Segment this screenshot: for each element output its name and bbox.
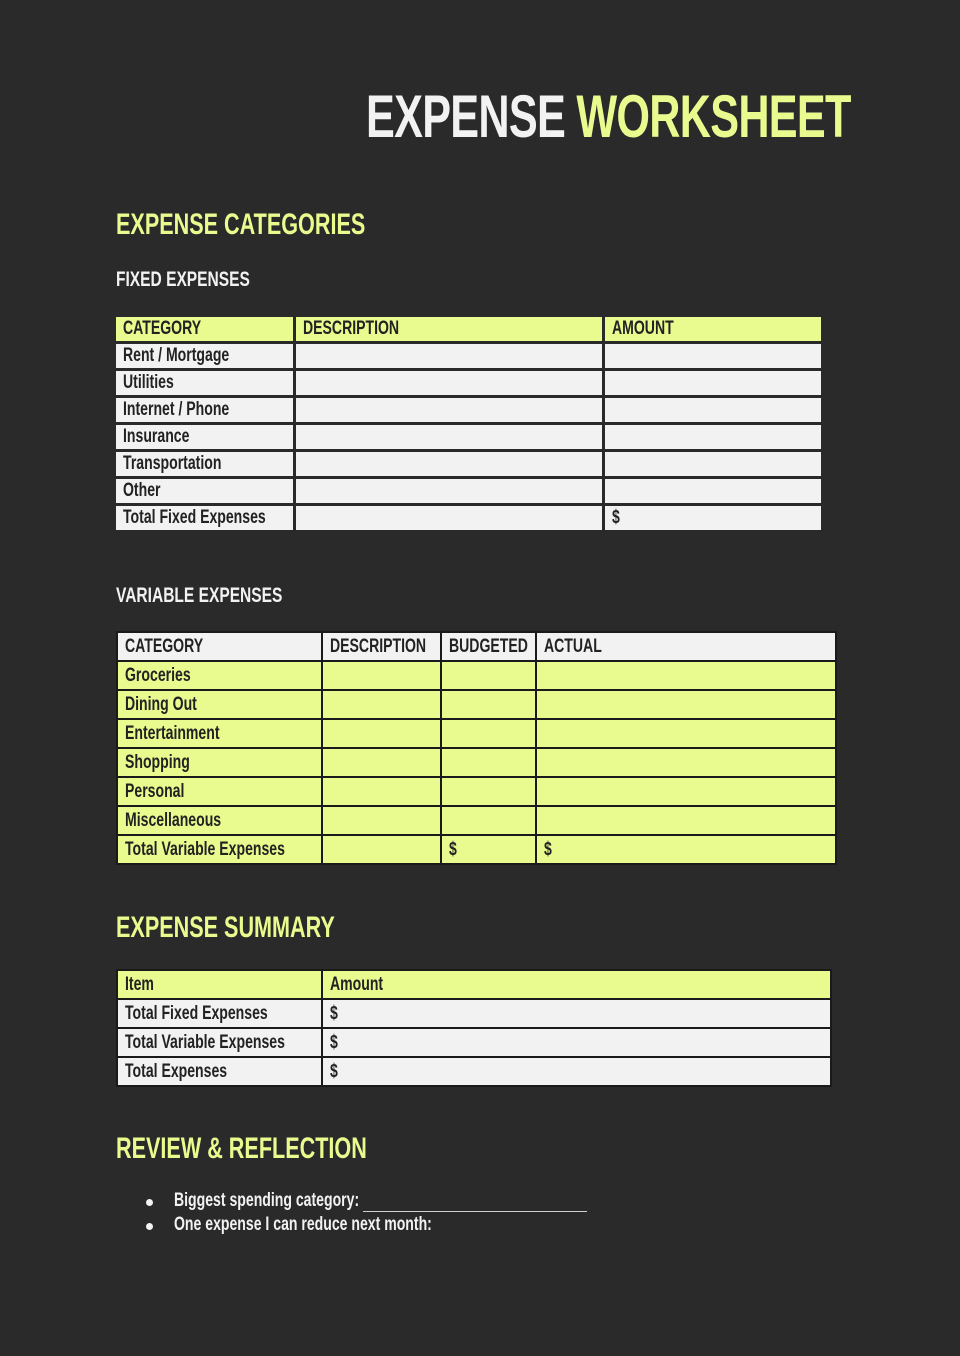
actual-cell[interactable] (536, 661, 836, 690)
row-label-text: Transportation (123, 453, 222, 474)
amount-cell[interactable] (605, 479, 821, 503)
row-label-text: Utilities (123, 372, 174, 393)
expense-categories-heading: EXPENSE CATEGORIES (116, 208, 366, 241)
column-header-text: Item (125, 973, 154, 995)
column-header-text: AMOUNT (612, 318, 674, 339)
row-label (117, 777, 322, 806)
amount-cell[interactable] (605, 506, 821, 530)
description-cell[interactable] (322, 719, 441, 748)
row-label-text: Miscellaneous (125, 809, 222, 831)
row-label (117, 806, 322, 835)
row-label (116, 452, 293, 476)
table-row (117, 1028, 831, 1057)
description-cell[interactable] (296, 479, 602, 503)
table-row (117, 835, 836, 864)
row-label-text: Rent / Mortgage (123, 345, 230, 366)
amount-cell[interactable] (605, 344, 821, 368)
row-label-text: Total Fixed Expenses (123, 507, 266, 528)
row-label (116, 506, 293, 530)
column-header-text: ACTUAL (544, 635, 602, 657)
row-label (117, 719, 322, 748)
description-cell[interactable] (296, 506, 602, 530)
table-header-row (117, 970, 831, 999)
table-row (117, 748, 836, 777)
column-header-text: BUDGETED (449, 635, 528, 657)
amount-cell-text: $ (330, 1002, 338, 1024)
actual-cell[interactable] (536, 719, 836, 748)
column-header-text: CATEGORY (125, 635, 204, 657)
bullet-icon (146, 1199, 153, 1206)
actual-cell[interactable] (536, 777, 836, 806)
amount-cell[interactable] (605, 452, 821, 476)
row-label-text: Total Variable Expenses (125, 1031, 285, 1053)
budgeted-cell[interactable] (441, 661, 536, 690)
review-list (116, 1190, 587, 1238)
column-header (116, 317, 293, 341)
budgeted-cell[interactable] (441, 719, 536, 748)
actual-cell[interactable] (536, 748, 836, 777)
column-header-text: DESCRIPTION (303, 318, 400, 339)
table-row (117, 777, 836, 806)
row-label (116, 371, 293, 395)
column-header (296, 317, 602, 341)
amount-cell-text: $ (612, 507, 620, 528)
budgeted-cell[interactable] (441, 777, 536, 806)
row-label (116, 425, 293, 449)
amount-cell[interactable] (322, 1057, 831, 1086)
row-label-text: Internet / Phone (123, 399, 230, 420)
table-row (116, 344, 821, 368)
row-label-text: Groceries (125, 664, 191, 686)
table-row (116, 452, 821, 476)
column-header (322, 632, 441, 661)
expense-summary-table (116, 969, 832, 1087)
column-header (117, 970, 322, 999)
column-header-text: DESCRIPTION (330, 635, 427, 657)
column-header (441, 632, 536, 661)
fixed-expenses-table (113, 314, 824, 533)
budgeted-cell-text: $ (449, 838, 457, 860)
table-row (117, 661, 836, 690)
description-cell[interactable] (322, 661, 441, 690)
amount-cell[interactable] (322, 999, 831, 1028)
row-label (117, 999, 322, 1028)
expense-summary-heading: EXPENSE SUMMARY (116, 911, 335, 944)
row-label (116, 344, 293, 368)
table-row (117, 690, 836, 719)
budgeted-cell[interactable] (441, 748, 536, 777)
page-title (366, 82, 960, 152)
review-item (116, 1214, 587, 1238)
row-label-text: Total Variable Expenses (125, 838, 285, 860)
column-header-text: Amount (330, 973, 384, 995)
row-label-text: Total Fixed Expenses (125, 1002, 268, 1024)
variable-expenses-table (116, 631, 837, 865)
description-cell[interactable] (296, 452, 602, 476)
review-reflection-heading: REVIEW & REFLECTION (116, 1132, 367, 1165)
amount-cell[interactable] (605, 398, 821, 422)
table-row (117, 806, 836, 835)
table-row (116, 425, 821, 449)
row-label (117, 661, 322, 690)
column-header (536, 632, 836, 661)
column-header (322, 970, 831, 999)
table-row (116, 479, 821, 503)
row-label-text: Total Expenses (125, 1060, 228, 1082)
row-label (116, 398, 293, 422)
table-row (117, 999, 831, 1028)
column-header (605, 317, 821, 341)
column-header (117, 632, 322, 661)
description-cell[interactable] (296, 371, 602, 395)
amount-cell[interactable] (605, 425, 821, 449)
review-item (116, 1190, 587, 1214)
row-label (116, 479, 293, 503)
table-header-row (116, 317, 821, 341)
title-part-worksheet: WORKSHEET (576, 83, 851, 150)
actual-cell[interactable] (536, 806, 836, 835)
budgeted-cell[interactable] (441, 806, 536, 835)
amount-cell-text: $ (330, 1060, 338, 1082)
column-header-text: CATEGORY (123, 318, 202, 339)
description-cell[interactable] (296, 344, 602, 368)
description-cell[interactable] (322, 777, 441, 806)
description-cell[interactable] (322, 748, 441, 777)
amount-cell[interactable] (605, 371, 821, 395)
bullet-icon (146, 1223, 153, 1230)
variable-expenses-heading: VARIABLE EXPENSES (116, 584, 283, 607)
row-label (117, 690, 322, 719)
actual-cell-text: $ (544, 838, 552, 860)
description-cell[interactable] (296, 398, 602, 422)
table-row (116, 506, 821, 530)
amount-cell[interactable] (322, 1028, 831, 1057)
title-part-expense: EXPENSE (366, 83, 566, 150)
description-cell[interactable] (296, 425, 602, 449)
description-cell[interactable] (322, 690, 441, 719)
actual-cell[interactable] (536, 690, 836, 719)
description-cell[interactable] (322, 835, 441, 864)
row-label (117, 748, 322, 777)
table-row (117, 719, 836, 748)
fixed-expenses-heading: FIXED EXPENSES (116, 268, 250, 291)
table-header-row (117, 632, 836, 661)
row-label-text: Other (123, 480, 161, 501)
row-label (117, 835, 322, 864)
row-label-text: Entertainment (125, 722, 220, 744)
description-cell[interactable] (322, 806, 441, 835)
table-row (116, 371, 821, 395)
row-label (117, 1028, 322, 1057)
answer-blank-line[interactable] (363, 1193, 587, 1212)
review-item-label: Biggest spending category: (174, 1190, 360, 1211)
actual-cell[interactable] (536, 835, 836, 864)
row-label-text: Shopping (125, 751, 190, 773)
table-row (116, 398, 821, 422)
budgeted-cell[interactable] (441, 690, 536, 719)
row-label-text: Dining Out (125, 693, 197, 715)
table-row (117, 1057, 831, 1086)
row-label (117, 1057, 322, 1086)
budgeted-cell[interactable] (441, 835, 536, 864)
row-label-text: Personal (125, 780, 185, 802)
review-item-label: One expense I can reduce next month: (174, 1214, 432, 1235)
amount-cell-text: $ (330, 1031, 338, 1053)
row-label-text: Insurance (123, 426, 190, 447)
